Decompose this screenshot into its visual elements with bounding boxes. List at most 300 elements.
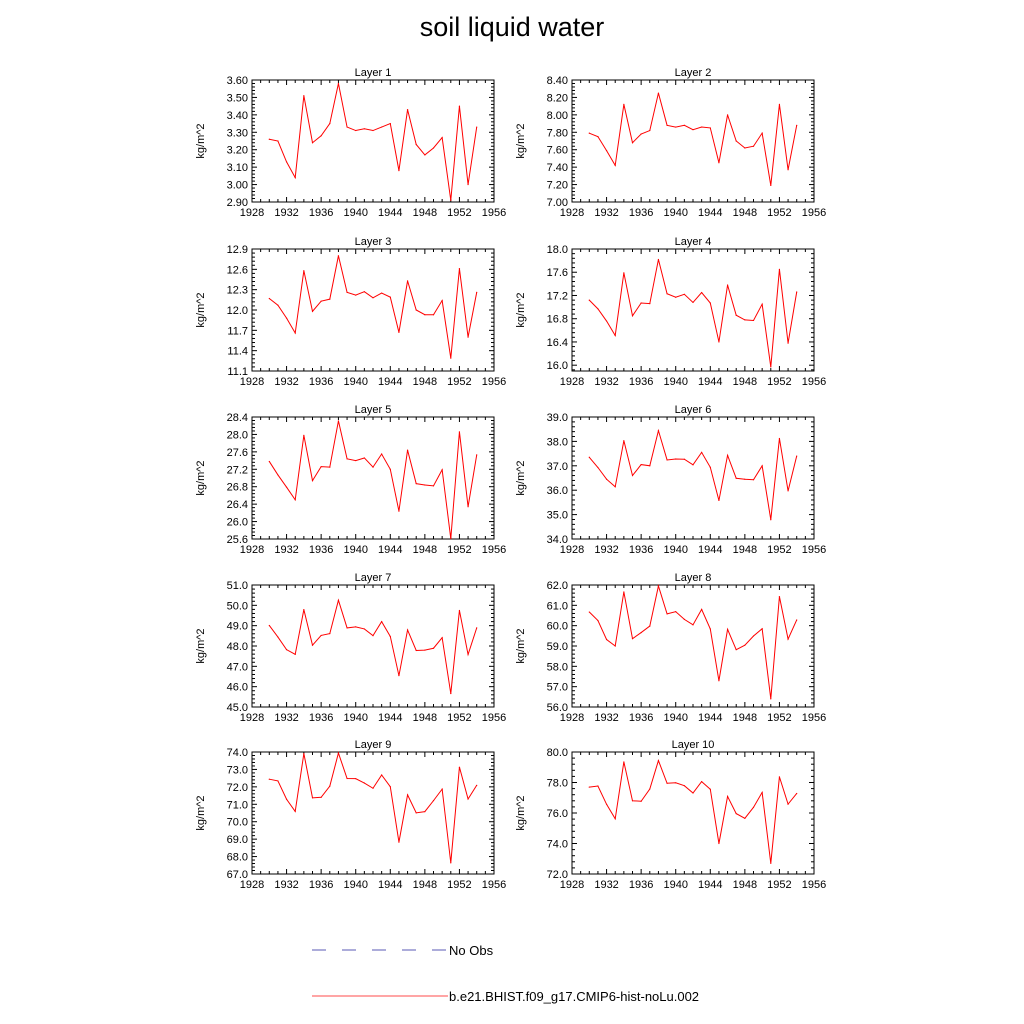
- data-point: [269, 139, 270, 140]
- panel-title: Layer 4: [674, 236, 712, 248]
- series-line: [589, 586, 796, 699]
- x-tick-label: 1936: [308, 712, 334, 724]
- y-tick-label: 16.8: [546, 313, 568, 326]
- data-point: [753, 807, 754, 808]
- data-point: [450, 538, 451, 539]
- y-tick-label: 67.0: [226, 869, 248, 881]
- x-tick-label: 1952: [447, 712, 472, 724]
- data-point: [338, 255, 339, 256]
- data-point: [450, 200, 451, 201]
- y-tick-label: 36.0: [546, 485, 568, 498]
- y-tick-label: 58.0: [546, 661, 568, 674]
- data-point: [303, 609, 304, 610]
- y-tick-label: 27.2: [226, 464, 248, 477]
- data-point: [666, 125, 667, 126]
- data-point: [390, 123, 391, 124]
- x-tick-label: 1932: [274, 376, 299, 388]
- data-point: [779, 438, 780, 439]
- data-point: [450, 693, 451, 694]
- y-tick-label: 8.20: [546, 92, 568, 105]
- data-point: [355, 130, 356, 131]
- x-tick-label: 1932: [274, 207, 299, 219]
- data-point: [346, 292, 347, 293]
- y-tick-label: 73.0: [226, 764, 248, 777]
- chart-panel-9: [195, 739, 506, 891]
- y-tick-label: 26.0: [226, 516, 248, 529]
- x-tick-label: 1940: [663, 376, 688, 388]
- y-tick-label: 2.90: [226, 197, 248, 209]
- y-tick-label: 45.0: [226, 702, 248, 714]
- x-tick-label: 1936: [308, 207, 334, 219]
- data-point: [286, 487, 287, 488]
- data-point: [346, 627, 347, 628]
- x-tick-label: 1936: [628, 879, 654, 891]
- panel-title: Layer 9: [354, 739, 392, 751]
- data-point: [381, 453, 382, 454]
- data-point: [286, 318, 287, 319]
- data-point: [615, 165, 616, 166]
- x-tick-label: 1956: [481, 879, 507, 891]
- series-line: [269, 753, 476, 863]
- data-point: [364, 291, 365, 292]
- data-point: [606, 639, 607, 640]
- y-tick-label: 12.0: [226, 305, 248, 317]
- data-point: [606, 479, 607, 480]
- series-line: [589, 259, 796, 366]
- y-tick-label: 57.0: [546, 681, 568, 694]
- y-tick-label: 12.9: [226, 244, 248, 256]
- data-point: [796, 125, 797, 126]
- panel-title: Layer 8: [674, 572, 712, 584]
- data-point: [597, 785, 598, 786]
- x-tick-label: 1936: [628, 207, 654, 219]
- data-point: [666, 783, 667, 784]
- legend-obs-label: No Obs: [449, 943, 494, 958]
- plot-frame: [572, 752, 814, 874]
- data-point: [736, 315, 737, 316]
- data-point: [450, 358, 451, 359]
- x-tick-label: 1940: [663, 544, 688, 556]
- y-tick-label: 68.0: [226, 851, 248, 864]
- data-point: [450, 862, 451, 863]
- data-point: [684, 619, 685, 620]
- data-point: [606, 804, 607, 805]
- data-point: [623, 440, 624, 441]
- data-point: [476, 292, 477, 293]
- x-tick-label: 1928: [239, 376, 265, 388]
- data-point: [718, 843, 719, 844]
- data-point: [779, 104, 780, 105]
- plot-frame: [252, 417, 494, 539]
- data-point: [277, 140, 278, 141]
- data-point: [597, 467, 598, 468]
- data-point: [295, 332, 296, 333]
- x-tick-label: 1932: [274, 712, 299, 724]
- data-point: [364, 628, 365, 629]
- data-point: [467, 798, 468, 799]
- data-point: [303, 95, 304, 96]
- data-point: [442, 789, 443, 790]
- y-tick-label: 38.0: [546, 436, 568, 449]
- data-point: [424, 154, 425, 155]
- y-tick-label: 11.1: [227, 366, 248, 378]
- x-tick-label: 1932: [274, 544, 299, 556]
- data-point: [770, 185, 771, 186]
- data-point: [295, 499, 296, 500]
- x-tick-label: 1940: [343, 712, 368, 724]
- data-point: [649, 130, 650, 131]
- data-point: [684, 459, 685, 460]
- data-point: [692, 624, 693, 625]
- data-point: [346, 458, 347, 459]
- data-point: [312, 480, 313, 481]
- data-point: [701, 126, 702, 127]
- y-tick-label: 17.6: [546, 267, 568, 280]
- data-point: [329, 467, 330, 468]
- data-point: [364, 457, 365, 458]
- y-axis-label: kg/m^2: [195, 795, 207, 831]
- data-point: [675, 782, 676, 783]
- chart-panel-4: [515, 236, 826, 388]
- x-tick-label: 1944: [378, 712, 403, 724]
- y-axis-label: kg/m^2: [195, 123, 207, 159]
- data-point: [727, 629, 728, 630]
- y-tick-label: 28.0: [226, 429, 248, 442]
- data-point: [770, 366, 771, 367]
- data-point: [736, 813, 737, 814]
- x-tick-label: 1932: [274, 879, 299, 891]
- y-tick-label: 46.0: [226, 681, 248, 694]
- data-point: [718, 162, 719, 163]
- chart-panels: [195, 67, 826, 891]
- series-line: [589, 431, 796, 520]
- data-point: [355, 294, 356, 295]
- data-point: [295, 177, 296, 178]
- data-point: [321, 797, 322, 798]
- x-tick-label: 1932: [594, 376, 619, 388]
- x-tick-label: 1952: [447, 376, 472, 388]
- data-point: [718, 341, 719, 342]
- data-point: [675, 458, 676, 459]
- x-tick-label: 1948: [412, 712, 438, 724]
- data-point: [666, 293, 667, 294]
- x-tick-label: 1932: [594, 712, 619, 724]
- panel-title: Layer 7: [354, 572, 392, 584]
- y-tick-label: 49.0: [226, 620, 248, 633]
- x-tick-label: 1932: [594, 544, 619, 556]
- panel-title: Layer 5: [354, 404, 392, 416]
- y-tick-label: 70.0: [226, 816, 248, 829]
- data-point: [753, 635, 754, 636]
- data-point: [692, 792, 693, 793]
- y-tick-label: 71.0: [226, 799, 248, 812]
- x-tick-label: 1952: [767, 376, 792, 388]
- data-point: [649, 625, 650, 626]
- x-tick-label: 1928: [239, 544, 265, 556]
- y-tick-label: 8.00: [546, 109, 568, 122]
- data-point: [762, 628, 763, 629]
- y-axis-label: kg/m^2: [515, 123, 527, 159]
- data-point: [744, 319, 745, 320]
- data-point: [632, 315, 633, 316]
- data-point: [710, 789, 711, 790]
- data-point: [424, 649, 425, 650]
- y-tick-label: 34.0: [546, 534, 568, 546]
- y-tick-label: 69.0: [226, 834, 248, 847]
- x-tick-label: 1928: [239, 712, 265, 724]
- data-point: [744, 479, 745, 480]
- data-point: [329, 633, 330, 634]
- x-tick-label: 1948: [732, 207, 758, 219]
- data-point: [407, 794, 408, 795]
- data-point: [321, 301, 322, 302]
- data-point: [615, 645, 616, 646]
- data-point: [416, 650, 417, 651]
- data-point: [381, 774, 382, 775]
- data-point: [277, 305, 278, 306]
- y-tick-label: 26.8: [226, 481, 248, 494]
- x-tick-label: 1932: [594, 207, 619, 219]
- data-point: [338, 752, 339, 753]
- y-tick-label: 59.0: [546, 641, 568, 653]
- data-point: [442, 637, 443, 638]
- data-point: [364, 128, 365, 129]
- data-point: [372, 130, 373, 131]
- plot-frame: [572, 585, 814, 707]
- x-tick-label: 1944: [698, 712, 723, 724]
- data-point: [407, 109, 408, 110]
- data-point: [269, 298, 270, 299]
- data-point: [796, 291, 797, 292]
- data-point: [459, 431, 460, 432]
- data-point: [390, 469, 391, 470]
- y-tick-label: 74.0: [226, 747, 248, 759]
- data-point: [277, 636, 278, 637]
- x-tick-label: 1944: [378, 544, 403, 556]
- data-point: [329, 786, 330, 787]
- y-tick-label: 3.60: [226, 75, 248, 87]
- series-line: [269, 421, 476, 539]
- data-point: [779, 776, 780, 777]
- series-line: [589, 93, 796, 185]
- y-tick-label: 25.6: [226, 534, 248, 546]
- data-point: [787, 343, 788, 344]
- data-point: [398, 675, 399, 676]
- data-point: [295, 811, 296, 812]
- chart-panel-2: [515, 67, 826, 219]
- data-point: [710, 628, 711, 629]
- data-point: [787, 804, 788, 805]
- data-point: [329, 123, 330, 124]
- y-tick-label: 12.3: [226, 284, 248, 297]
- y-tick-label: 3.30: [226, 127, 248, 140]
- y-tick-label: 18.0: [546, 244, 568, 256]
- data-point: [269, 625, 270, 626]
- data-point: [467, 184, 468, 185]
- y-axis-label: kg/m^2: [515, 795, 527, 831]
- data-point: [424, 811, 425, 812]
- data-point: [736, 478, 737, 479]
- data-point: [658, 430, 659, 431]
- y-tick-label: 11.4: [227, 345, 248, 358]
- data-point: [658, 259, 659, 260]
- data-point: [692, 129, 693, 130]
- legend-model-label: b.e21.BHIST.f09_g17.CMIP6-hist-noLu.002: [449, 989, 700, 1004]
- data-point: [269, 779, 270, 780]
- plot-frame: [572, 80, 814, 202]
- data-point: [372, 635, 373, 636]
- data-point: [658, 585, 659, 586]
- data-point: [779, 269, 780, 270]
- data-point: [476, 627, 477, 628]
- data-point: [641, 464, 642, 465]
- panel-title: Layer 2: [674, 67, 712, 79]
- data-point: [398, 842, 399, 843]
- x-tick-label: 1928: [559, 207, 585, 219]
- data-point: [416, 309, 417, 310]
- y-axis-label: kg/m^2: [515, 628, 527, 664]
- data-point: [372, 788, 373, 789]
- data-point: [736, 649, 737, 650]
- data-point: [338, 600, 339, 601]
- data-point: [666, 613, 667, 614]
- y-tick-label: 35.0: [546, 509, 568, 522]
- data-point: [312, 797, 313, 798]
- data-point: [355, 626, 356, 627]
- x-tick-label: 1944: [698, 207, 723, 219]
- data-point: [736, 140, 737, 141]
- y-tick-label: 16.0: [546, 360, 568, 373]
- data-point: [796, 455, 797, 456]
- data-point: [442, 469, 443, 470]
- data-point: [787, 169, 788, 170]
- data-point: [407, 450, 408, 451]
- chart-panel-6: [515, 404, 826, 556]
- x-tick-label: 1956: [801, 376, 827, 388]
- data-point: [649, 788, 650, 789]
- data-point: [372, 467, 373, 468]
- data-point: [597, 136, 598, 137]
- y-tick-label: 7.20: [546, 179, 568, 192]
- data-point: [312, 645, 313, 646]
- y-tick-label: 7.00: [546, 197, 568, 209]
- x-tick-label: 1952: [447, 207, 472, 219]
- y-tick-label: 17.2: [546, 290, 568, 303]
- data-point: [762, 133, 763, 134]
- x-tick-label: 1940: [663, 712, 688, 724]
- data-point: [346, 126, 347, 127]
- chart-panel-1: [195, 67, 506, 219]
- y-tick-label: 16.4: [546, 336, 568, 349]
- y-tick-label: 39.0: [546, 412, 568, 424]
- x-tick-label: 1956: [801, 544, 827, 556]
- x-tick-label: 1936: [628, 376, 654, 388]
- panel-title: Layer 1: [354, 67, 392, 79]
- x-tick-label: 1956: [481, 376, 507, 388]
- x-tick-label: 1956: [481, 207, 507, 219]
- y-tick-label: 7.40: [546, 162, 568, 175]
- data-point: [692, 464, 693, 465]
- x-tick-label: 1956: [801, 207, 827, 219]
- data-point: [623, 272, 624, 273]
- data-point: [641, 801, 642, 802]
- data-point: [727, 284, 728, 285]
- chart-panel-5: [195, 404, 506, 556]
- data-point: [303, 435, 304, 436]
- data-point: [710, 127, 711, 128]
- data-point: [710, 302, 711, 303]
- y-tick-label: 74.0: [546, 838, 568, 851]
- data-point: [321, 466, 322, 467]
- data-point: [295, 654, 296, 655]
- y-tick-label: 47.0: [226, 661, 248, 674]
- data-point: [701, 781, 702, 782]
- data-point: [589, 300, 590, 301]
- x-tick-label: 1940: [343, 544, 368, 556]
- data-point: [787, 490, 788, 491]
- data-point: [787, 638, 788, 639]
- data-point: [649, 303, 650, 304]
- x-tick-label: 1944: [378, 207, 403, 219]
- x-tick-label: 1944: [698, 544, 723, 556]
- data-point: [597, 620, 598, 621]
- data-point: [718, 500, 719, 501]
- x-tick-label: 1948: [412, 376, 438, 388]
- data-point: [615, 818, 616, 819]
- data-point: [390, 786, 391, 787]
- y-tick-label: 37.0: [546, 460, 568, 473]
- data-point: [277, 780, 278, 781]
- chart-panel-7: [195, 572, 506, 724]
- x-tick-label: 1952: [447, 544, 472, 556]
- y-tick-label: 3.00: [226, 179, 248, 192]
- data-point: [615, 335, 616, 336]
- data-point: [649, 465, 650, 466]
- data-point: [632, 475, 633, 476]
- y-tick-label: 51.0: [226, 580, 248, 592]
- plot-frame: [252, 585, 494, 707]
- data-point: [770, 519, 771, 520]
- y-tick-label: 72.0: [226, 781, 248, 794]
- data-point: [641, 302, 642, 303]
- data-point: [459, 268, 460, 269]
- data-point: [476, 126, 477, 127]
- y-tick-label: 12.6: [226, 264, 248, 277]
- data-point: [632, 142, 633, 143]
- x-tick-label: 1944: [698, 376, 723, 388]
- data-point: [770, 863, 771, 864]
- page-title: soil liquid water: [419, 12, 605, 42]
- plot-frame: [252, 752, 494, 874]
- data-point: [338, 83, 339, 84]
- data-point: [416, 812, 417, 813]
- data-point: [338, 420, 339, 421]
- data-point: [433, 314, 434, 315]
- data-point: [459, 106, 460, 107]
- y-tick-label: 61.0: [546, 600, 568, 613]
- x-tick-label: 1928: [559, 712, 585, 724]
- x-tick-label: 1940: [663, 879, 688, 891]
- data-point: [641, 133, 642, 134]
- data-point: [727, 455, 728, 456]
- y-tick-label: 50.0: [226, 600, 248, 613]
- x-tick-label: 1944: [378, 879, 403, 891]
- data-point: [701, 452, 702, 453]
- x-tick-label: 1952: [447, 879, 472, 891]
- x-tick-label: 1948: [732, 376, 758, 388]
- data-point: [312, 311, 313, 312]
- data-point: [364, 782, 365, 783]
